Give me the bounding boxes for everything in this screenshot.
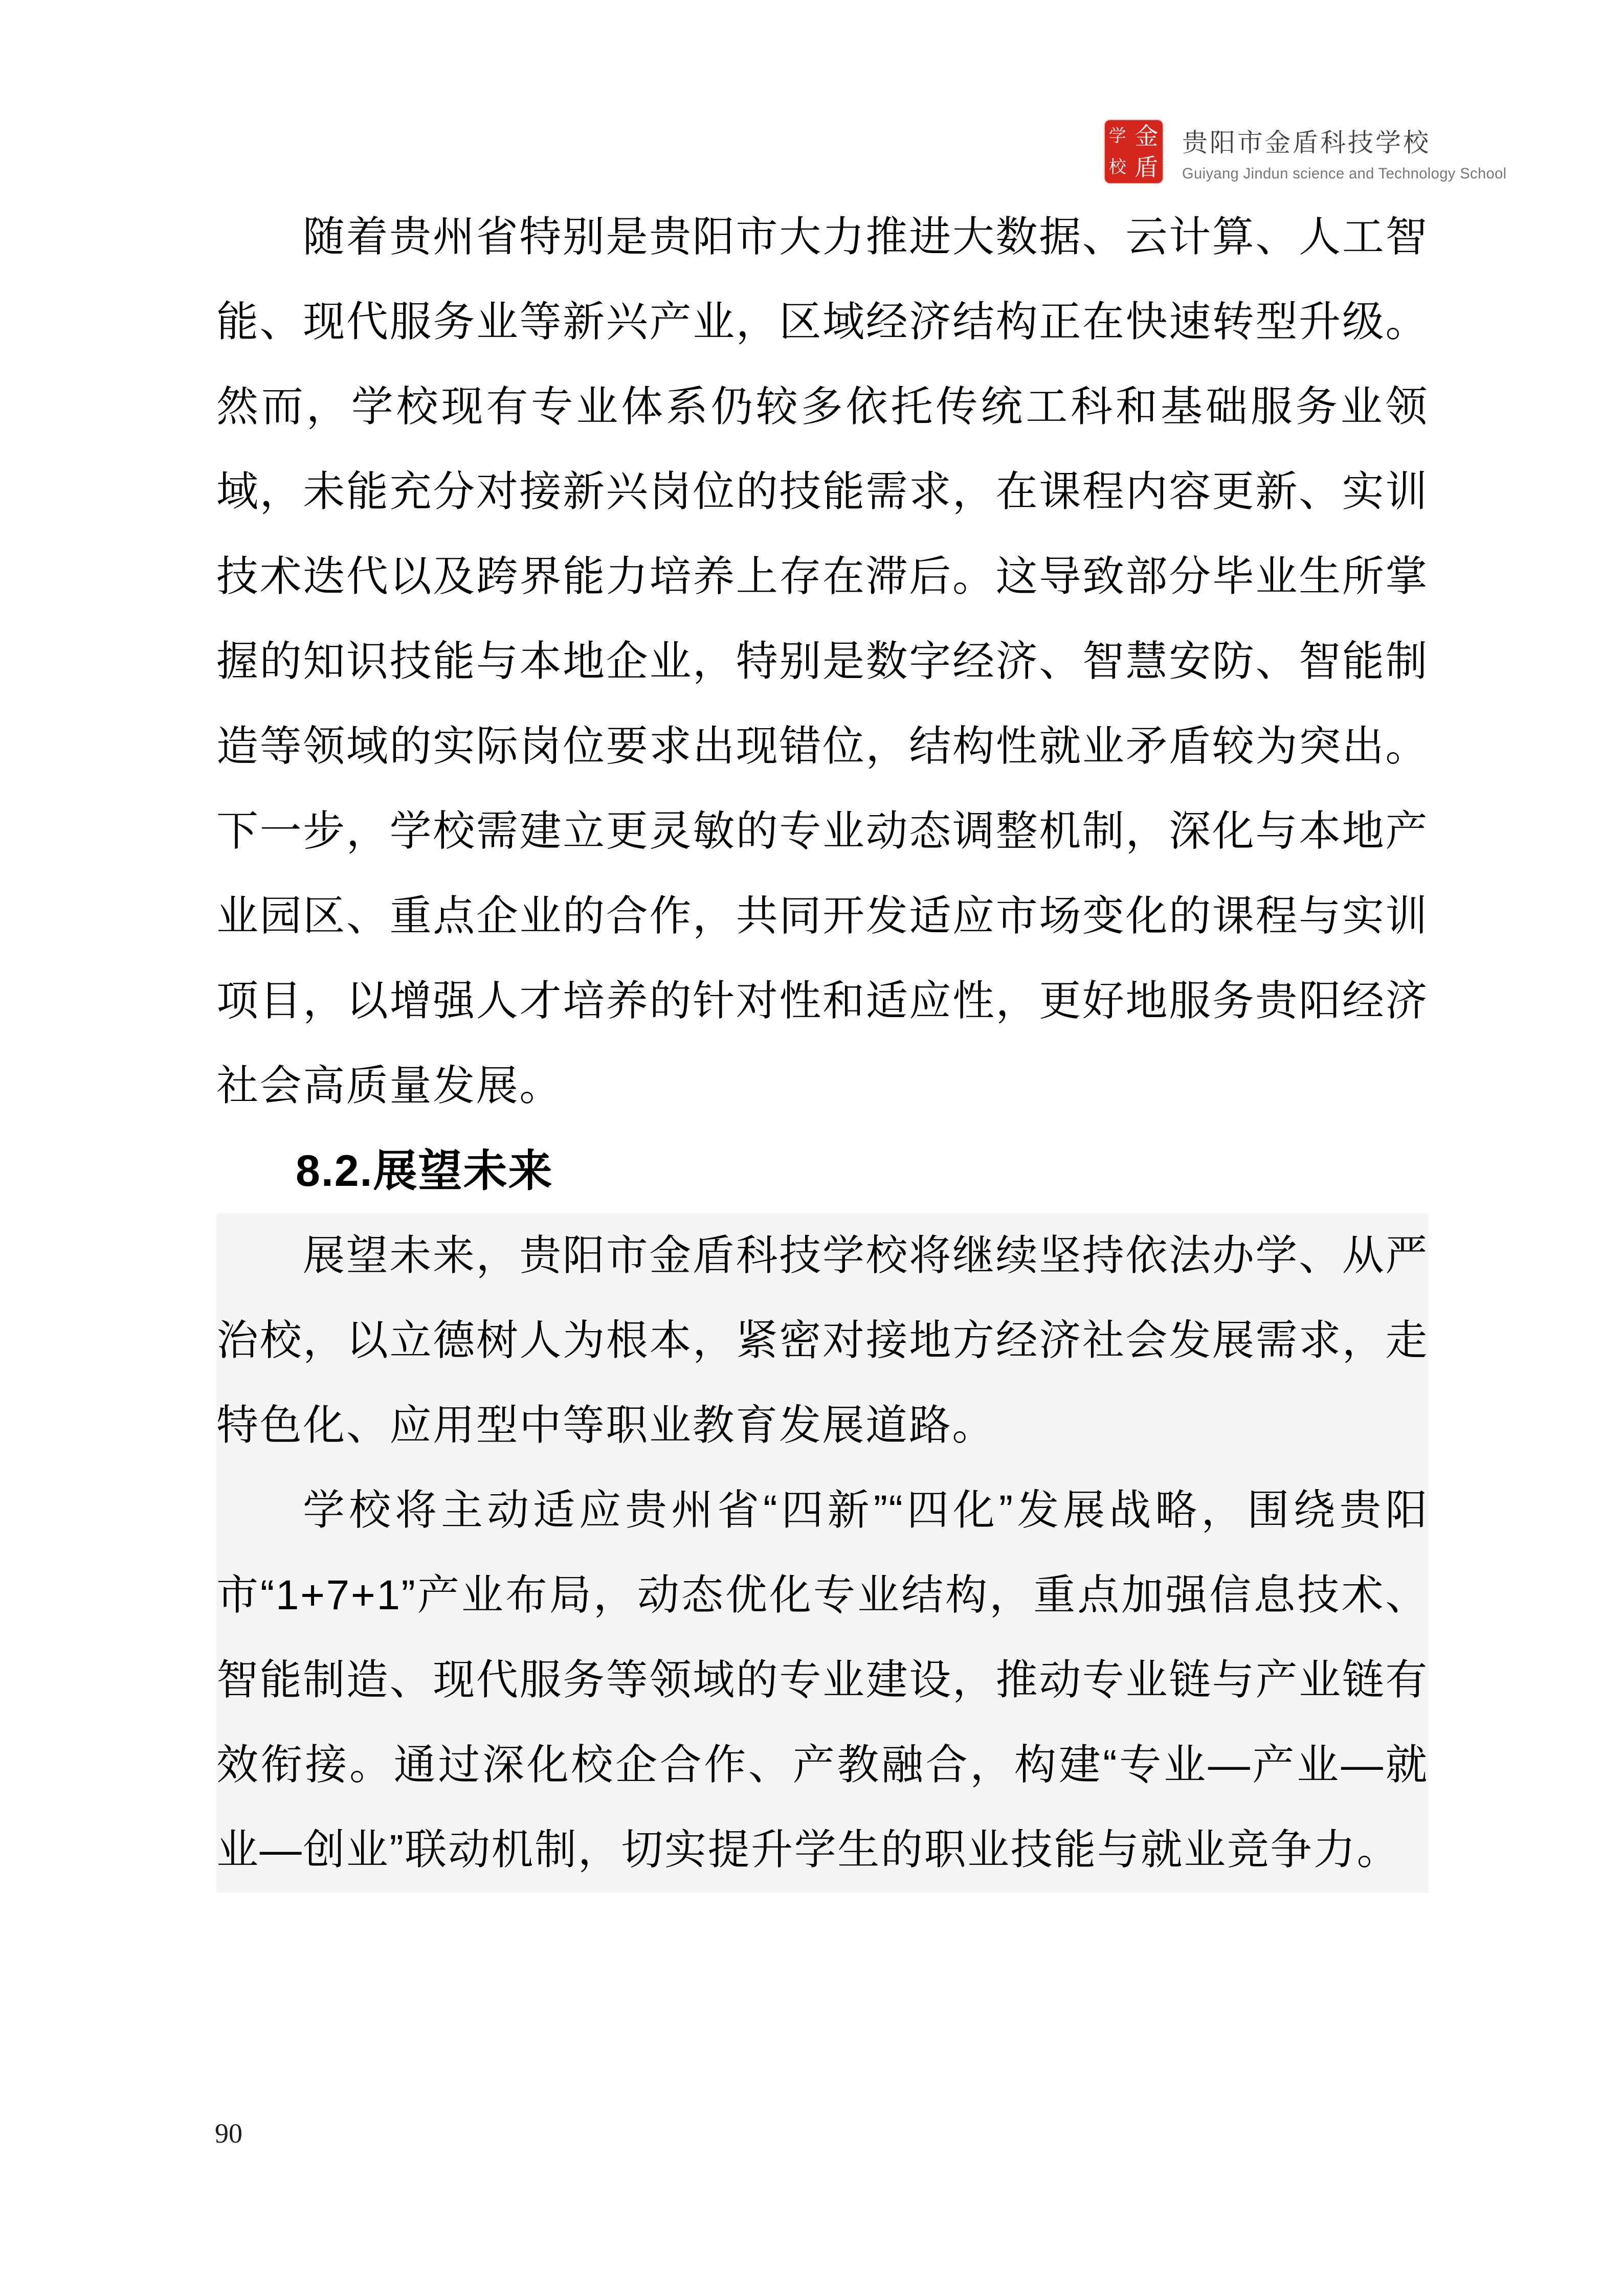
paragraph-strategy: 学校将主动适应贵州省“四新”“四化”发展战略，围绕贵阳市“1+7+1”产业布局，动态优化专业结构，重点加强信息技术、智能制造、现代服务等领域的专业建设，推动专业链与产业链有效衔接。通过深化校企合作、产教融合，构建“专业—产业—就业—创业”联动机制，切实提升学生的职业技能与就业竞争力。 xyxy=(216,1487,1429,1873)
paragraph-outlook: 展望未来，贵阳市金盾科技学校将继续坚持依法办学、从严治校，以立德树人为根本，紧密对接地方经济社会发展需求，走特色化、应用型中等职业教育发展道路。 xyxy=(216,1232,1429,1449)
page-number: 90 xyxy=(215,2118,242,2149)
highlighted-text-block xyxy=(216,1213,1429,1893)
seal-char: 学 xyxy=(1108,126,1126,146)
document-body xyxy=(216,195,1429,1893)
seal-char: 校 xyxy=(1108,157,1126,177)
school-name-english: Guiyang Jindun science and Technology School xyxy=(1182,165,1507,182)
paragraph-current-situation: 随着贵州省特别是贵阳市大力推进大数据、云计算、人工智能、现代服务业等新兴产业，区域经济结构正在快速转型升级。然而，学校现有专业体系仍较多依托传统工科和基础服务业领域，未能充分对接新兴岗位的技能需求，在课程内容更新、实训技术迭代以及跨界能力培养上存在滞后。这导致部分毕业生所掌握的知识技能与本地企业，特别是数字经济、智慧安防、智能制造等领域的实际岗位要求出现错位，结构性就业矛盾较为突出。下一步，学校需建立更灵敏的专业动态调整机制，深化与本地产业园区、重点企业的合作，共同开发适应市场变化的课程与实训项目，以增强人才培养的针对性和适应性，更好地服务贵阳经济社会高质量发展。 xyxy=(216,214,1429,1109)
seal-char: 金 xyxy=(1134,122,1159,149)
page-header xyxy=(1105,120,1517,183)
school-name-chinese: 贵阳市金盾科技学校 xyxy=(1182,128,1431,157)
section-heading-8-2: 8.2.展望未来 xyxy=(296,1146,553,1196)
seal-char: 盾 xyxy=(1134,154,1159,181)
school-name-block xyxy=(1182,120,1517,183)
school-seal-logo-icon xyxy=(1105,120,1163,183)
